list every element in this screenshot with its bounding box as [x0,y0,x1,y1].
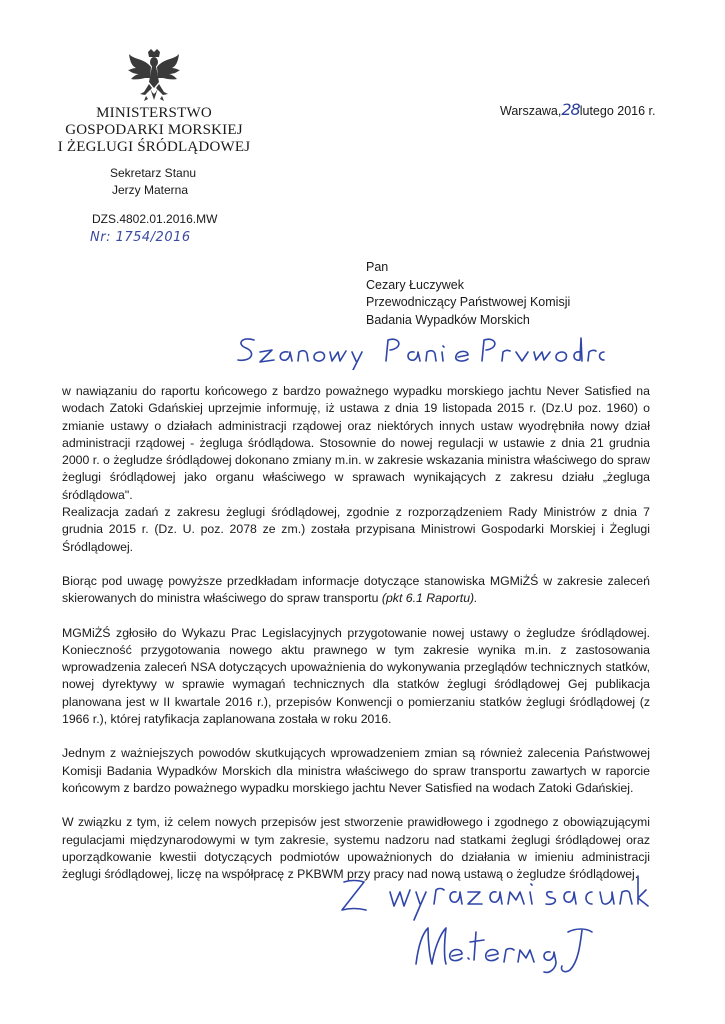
handwritten-signature [410,918,600,978]
addressee-line-3: Przewodniczący Państwowej Komisji [366,295,571,309]
paragraph-3-citation: (pkt 6.1 Raportu). [381,591,478,606]
addressee-block [366,259,570,329]
paragraph-6: W związku z tym, iż celem nowych przepisów jest stworzenie prawidłowego i zgodnego z obowiązującymi regulacjami międzynarodowymi w tym zakresie, systemu nadzoru nad statkami żeglugi śródlądowej oraz uporządkowanie kwestii dotyczących podmiotów upoważnionych do działania w imieniu administracji żeglugi śródlądowej, liczę na współpracę z PKBWM przy pracy nad nową ustawą o żegludze śródlądowej. [62,815,650,882]
addressee-line-2: Cezary Łuczywek [366,277,464,292]
registration-stamp: Nr: 1754/2016 [90,230,191,245]
paragraph-1: w nawiązaniu do raportu końcowego z bardzo poważnego wypadku morskiego jachtu Never Satisfied na wodach Zatoki Gdańskiej uprzejmie informuję, iż ustawa z dnia 19 listopada 2015 r. (Dz.U poz. 1960) o zmianie ustawy o działach administracji rządowej oraz niektórych innych ustaw wyodrębniła nowy dział administracji rządowej - żegluga śródlądowa. Stosownie do nowej regulacji w ustawie z dnia 21 grudnia 2000 r. o żegludze śródlądowej dokonano zmiany m.in. w zakresie wskazania ministra właściwego do spraw żeglugi śródlądowej jako organu właściwego w sprawach wynikających z zakresu działu „żegluga śródlądowa". [62,384,650,502]
sender-block [110,165,196,199]
paragraph-5: Jednym z ważniejszych powodów skutkujących wprowadzeniem zmian są również zalecenia Państwowej Komisji Badania Wypadków Morskich dla ministra właściwego do spraw transportu zawartych w raporcie końcowym z bardzo poważnego wypadku morskiego jachtu Never Satisfied na wodach Zatoki Gdańskiej. [62,746,650,795]
place: Warszawa, [500,104,562,118]
letter-body [62,383,650,883]
sender-name: Jerzy Materna [112,183,189,197]
ministry-line-2: GOSPODARKI MORSKIEJ [65,122,243,138]
paragraph-3 [62,573,650,608]
ministry-line-3: I ŻEGLUGI ŚRÓDLĄDOWEJ [57,139,251,155]
date-rest: lutego 2016 r. [579,104,656,118]
handwritten-salutation [232,330,612,370]
handwritten-day: 28 [561,100,580,119]
ministry-name [40,105,268,156]
sender-title: Sekretarz Stanu [110,166,197,180]
handwritten-closing [330,862,650,922]
reference-number: DZS.4802.01.2016.MW [92,212,218,226]
addressee-line-1: Pan [366,260,389,274]
addressee-line-4: Badania Wypadków Morskich [366,312,530,327]
paragraph-3-main: Biorąc pod uwagę powyższe przedkładam informacje dotyczące stanowiska MGMiŻŚ w zakresie zaleceń skierowanych do ministra właściwego do spraw transportu [62,573,650,606]
place-and-date [500,100,655,119]
polish-eagle-emblem [126,48,182,106]
ministry-line-1: MINISTERSTWO [96,105,212,121]
paragraph-4: MGMiŻŚ zgłosiło do Wykazu Prac Legislacyjnych przygotowanie nowej ustawy o żegludze śródlądowej. Konieczność przygotowania nowego aktu prawnego w tym zakresie wynika m.in. z zastosowania wprowadzenia zaleceń NSA dotyczących upoważnienia do wykonywania przeglądów technicznych statków, nowej dyrektywy w sprawie wymagań technicznych dla statków żeglugi śródlądowej Gej publikacja planowana jest w II kwartale 2016 r.), przepisów Konwencji o pomierzaniu statków żeglugi śródlądowej (z 1966 r.), której ratyfikacja zaplanowana została w roku 2016. [62,625,650,727]
paragraph-2: Realizacja zadań z zakresu żeglugi śródlądowej, zgodnie z rozporządzeniem Rady Ministrów z dnia 7 grudnia 2015 r. (Dz. U. poz. 2078 ze zm.) została przypisana Ministrowi Gospodarki Morskiej i Żeglugi Śródlądowej. [62,505,650,554]
